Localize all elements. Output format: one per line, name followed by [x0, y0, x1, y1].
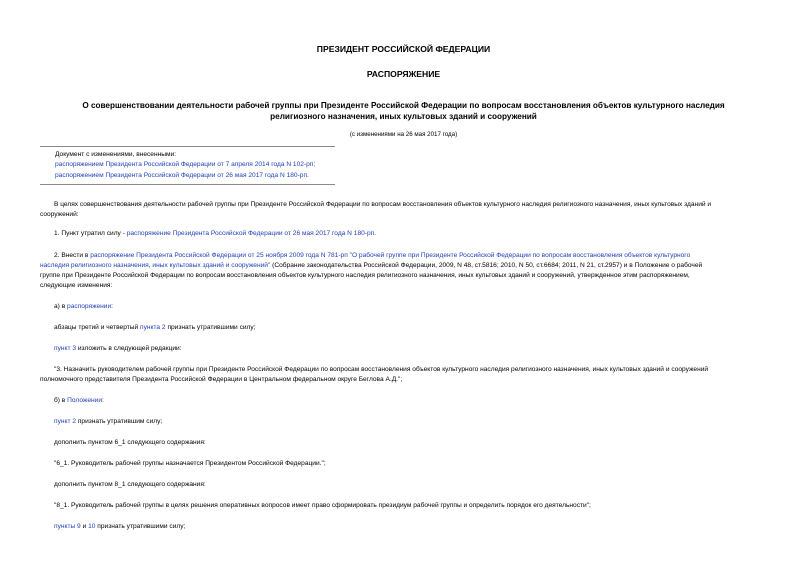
- revision-note: (с изменениями на 26 мая 2017 года): [349, 131, 458, 138]
- subitem-b1-suffix: признать утратившим силу;: [76, 418, 163, 425]
- item-2-line-4: следующие изменения:: [40, 282, 113, 289]
- subitem-b-paragraph-2: дополнить пунктом 6_1 следующего содержания:: [54, 439, 206, 446]
- item-1-text: 1. Пункт утратил силу -: [54, 230, 127, 237]
- change-link-2017[interactable]: распоряжением Президента Российской Федерации от 26 мая 2017 года N 180-рп.: [55, 172, 309, 179]
- order-link[interactable]: распоряжении: [67, 303, 112, 310]
- clause-9-link[interactable]: пункты 9: [54, 523, 81, 530]
- item-1-repeal-link[interactable]: распоряжение Президента Российской Федерации от 26 мая 2017 года N 180-рп.: [126, 230, 377, 237]
- subitem-b-suffix: :: [102, 397, 104, 404]
- issuer-heading: ПРЕЗИДЕНТ РОССИЙСКОЙ ФЕДЕРАЦИИ: [316, 44, 491, 54]
- regulation-clause-2-link[interactable]: пункт 2: [54, 418, 76, 425]
- changes-bottom-rule: [40, 184, 335, 185]
- item-2-prefix: 2. Внести в: [54, 252, 91, 259]
- subitem-a2-suffix: изложить в следующей редакции:: [76, 345, 182, 352]
- subitem-a1-text: абзацы третий и четвертый: [54, 324, 141, 331]
- subitem-b4-connector: и: [80, 523, 89, 530]
- item-2-text-2: (Собрание законодательства Российской Федерации, 2009, N 48, ст.5816; 2010, N 50, ст.6684; 2011, N 21, ст.2957) и в Положение о рабочей: [270, 262, 703, 269]
- change-link-2014[interactable]: распоряжением Президента Российской Федерации от 7 апреля 2014 года N 102-рп;: [55, 161, 316, 168]
- subitem-b-paragraph-4: [54, 523, 185, 531]
- intro-paragraph-line-1: В целях совершенствования деятельности рабочей группы при Президенте Российской Федерации по вопросам восстановления объектов культурного наследия религиозного назначения, иных культовых зданий и: [54, 201, 712, 208]
- document-title-line-1: О совершенствовании деятельности рабочей группы при Президенте Российской Федерации по вопросам восстановления объектов культурного наследия: [82, 101, 725, 110]
- regulation-link[interactable]: Положении: [67, 397, 103, 404]
- subitem-b4-suffix: признать утратившими силу;: [95, 523, 186, 530]
- subitem-a-paragraph-1: [54, 324, 256, 332]
- changes-top-rule: [40, 146, 335, 147]
- document-title-line-2: религиозного назначения, иных культовых зданий и сооружений: [270, 112, 537, 121]
- quoted-clause-8-1: "8_1. Руководитель рабочей группы в целях решения оперативных вопросов имеет право сформировать президиум рабочей группы и определить порядок его деятельности";: [54, 502, 591, 509]
- quoted-clause-3-line-1: "3. Назначить руководителем рабочей группы при Президенте Российской Федерации по вопросам восстановления объектов культурного наследия религиозного назначения, иных культовых зданий и сооружений: [54, 366, 709, 373]
- item-1-paragraph: [54, 230, 376, 238]
- item-2-line-1: [54, 252, 690, 260]
- subitem-b-paragraph-3: дополнить пунктом 8_1 следующего содержания:: [54, 481, 206, 488]
- clause-3-link[interactable]: пункт 3: [54, 345, 76, 352]
- quoted-clause-3-line-2: полномочного представителя Президента Российской Федерации в Центральном федеральном округе Беглова А.Д.";: [40, 376, 403, 383]
- intro-paragraph-line-2: сооружений:: [40, 211, 79, 218]
- subitem-a: [54, 303, 113, 311]
- document-type-heading: РАСПОРЯЖЕНИЕ: [366, 69, 441, 79]
- item-2-line-2: [40, 262, 702, 270]
- subitem-a-prefix: а) в: [54, 303, 68, 310]
- item-2-line-3: группе при Президенте Российской Федерации по вопросам восстановления объектов культурного наследия религиозного назначения, иных культовых зданий и сооружений, утвержденное этим распоряжением,: [40, 272, 690, 279]
- subitem-b-prefix: б) в: [54, 397, 68, 404]
- order-781-link-continued[interactable]: наследия религиозного назначения, иных культовых зданий и сооружений": [40, 262, 271, 269]
- subitem-b-paragraph-1: [54, 418, 162, 426]
- quoted-clause-6-1: "6_1. Руководитель рабочей группы назначается Президентом Российской Федерации.";: [54, 460, 326, 467]
- subitem-a1-suffix: признать утратившими силу;: [165, 324, 256, 331]
- order-781-link[interactable]: распоряжение Президента Российской Федерации от 25 ноября 2009 года N 781-рп "О рабочей группе при Президенте Российской Федерации по вопросам восстановления объектов культурного: [90, 252, 691, 259]
- subitem-a-suffix: :: [111, 303, 113, 310]
- clause-10-link[interactable]: 10: [88, 523, 96, 530]
- subitem-b: [54, 397, 104, 405]
- changes-label: Документ с изменениями, внесенными:: [55, 151, 177, 158]
- subitem-a-paragraph-2: [54, 345, 182, 353]
- clause-2-link[interactable]: пункта 2: [140, 324, 166, 331]
